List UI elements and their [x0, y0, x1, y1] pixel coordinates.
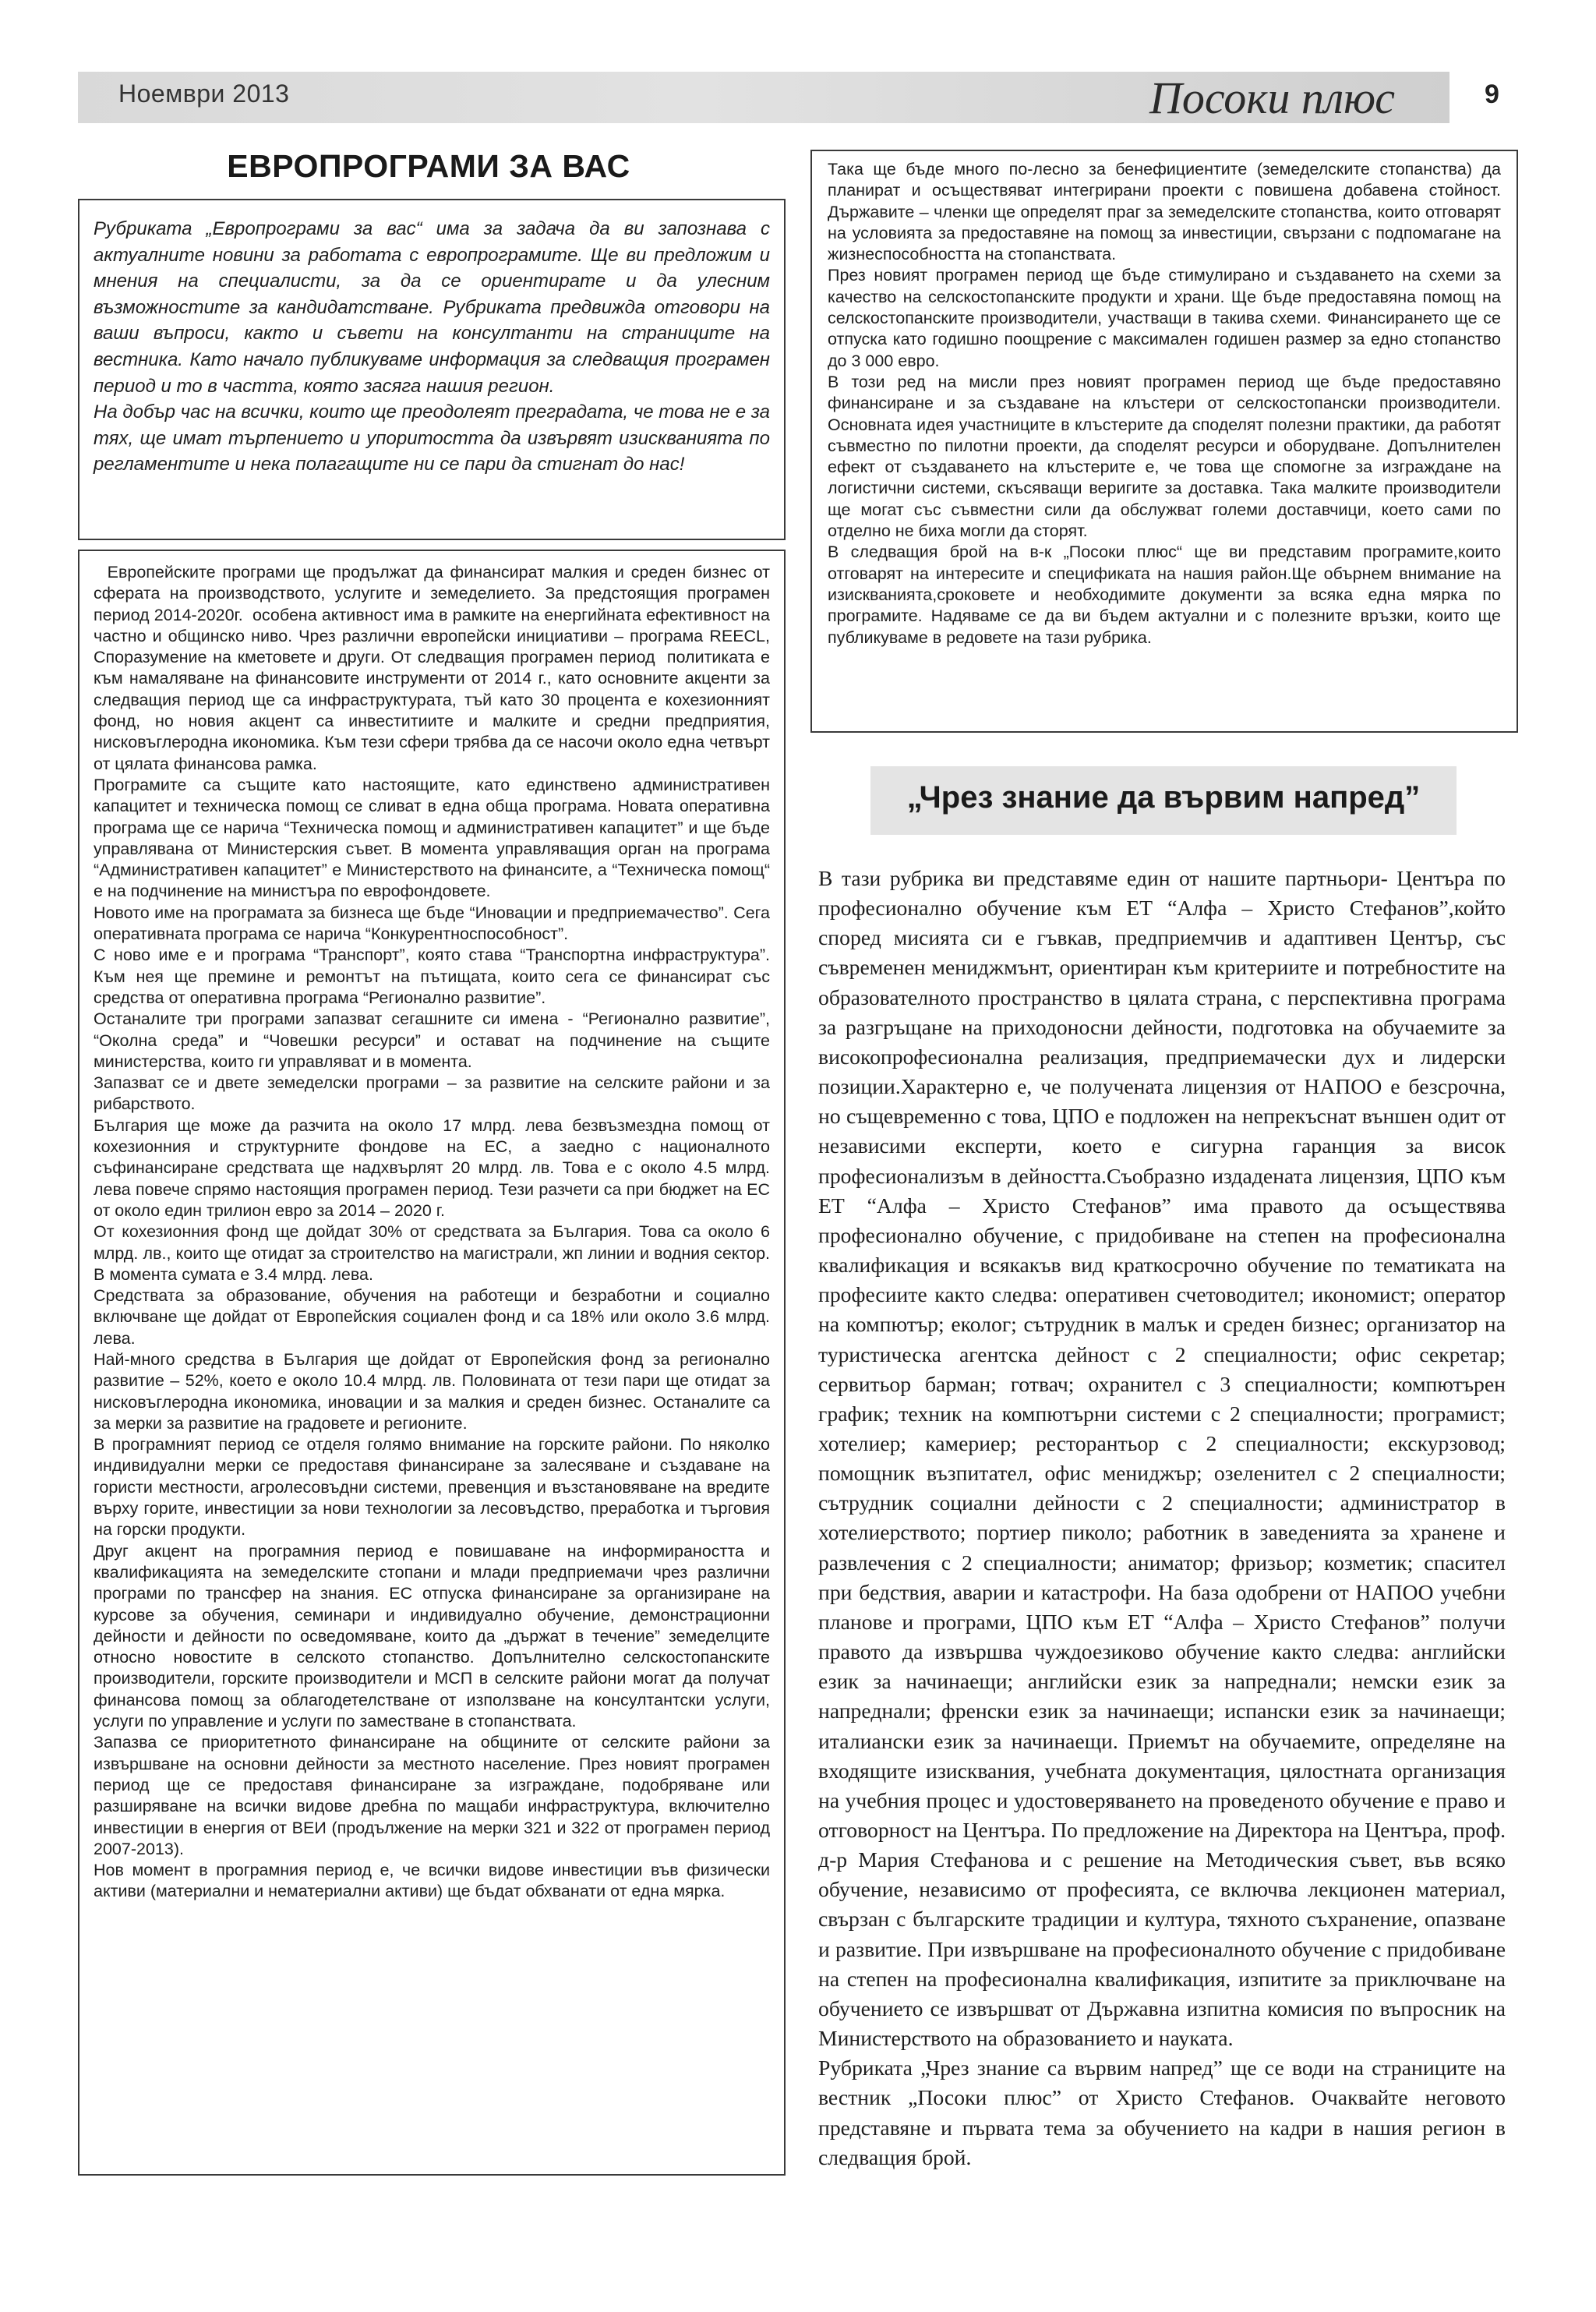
- article-paragraph: Средствата за образование, обучения на работещи и безработни и социално включване ще дойдат от Европейския социален фонд и са 18% или около 3.6 млрд. лева.: [94, 1286, 770, 1348]
- article-paragraph: Европейските програми ще продължат да финансират малкия и среден бизнес от сферата на производството, услугите и земеделието. За предстоящия програмен период 2014-2020г. особена активност има в рамките на енергийната ефективност на частно и общинско ниво. Чрез различни европейски инициативи – програма REECL, Споразумение на кметовете и други. От следващия програмен период политиката е към намаляване на финансовите инструменти от 2014 г., като основните акценти за следващия период ще са инфраструктурата, тъй като 30 процента е кохезионният фонд, но новия акцент са инвеститиите и малките и средни предприятия, нисковъглеродна икономика. Към тези сфери трябва да се насочи около една четвърт от цялата финансова рамка.: [94, 563, 775, 773]
- intro-box: [78, 199, 786, 540]
- article-paragraph: С ново име е и програма “Транспорт”, която става “Транспортна инфраструктура”. Към нея ще премине и ремонтът на пътищата, които сега се финансират със средства от оперативна програма “Регионално развитие”.: [94, 946, 770, 1007]
- feature-article: [818, 864, 1506, 2172]
- article-paragraph: В този ред на мисли през новият програмен период ще бъде предоставяно финансиране и за създаване на клъстери от селскостопански производители. Основната идея участниците в клъстерите да споделят полезни практики, да работят съвместно по пилотни проекти, да споделят ресурси и оборудване. Допълнителен ефект от създаването на клъстерите е, че това ще спомогне за изграждане на логистични системи, скъсяващи веригите за доставка. Така малките производители ще могат със съвместни сили да обслужват големи доставчици, което сами по отделно не биха могли да сторят.: [828, 372, 1501, 541]
- feature-title: „Чрез знание да вървим напред”: [906, 780, 1421, 815]
- article-paragraph: Нов момент в програмния период е, че всички видове инвестиции във физически активи (материални и нематериални активи) ще бъдат обхванати от една мярка.: [94, 1861, 770, 1901]
- article-paragraph: В програмният период се отделя голямо внимание на горските райони. По няколко индивидуални мерки се предоставя финансиране за залесяване и създаване на гористи местности, агролесовъдни системи, превенция и възстановяване на вредите върху горите, инвестиции за нови технологии за лесовъдство, преработка и търговия на горски продукти.: [94, 1435, 770, 1540]
- europrograms-article: [78, 550, 786, 2176]
- article-paragraph: От кохезионния фонд ще дойдат 30% от средствата за България. Това са около 6 млрд. лв., които ще отидат за строителство на магистрали, жп линии и водния сектор. В момента сумата е 3.4 млрд. лева.: [94, 1222, 770, 1284]
- intro-paragraph: На добър час на всички, които ще преодолеят преградата, че това не е за тях, ще имат търпението и упоритостта да извървят изискванията по регламентите и нека полагащите ни се пари да стигнат до нас!: [94, 401, 770, 475]
- europrograms-article-continued: [810, 150, 1518, 733]
- article-paragraph: През новият програмен период ще бъде стимулирано и създаването на схеми за качество на селскостопанските продукти и храни. Ще бъде предоставяна помощ на селскостопанските производители, участващи в такива схеми. Финансирането ще се отпуска като годишно поощрение с максимален годишен размер за едно стопанство до 3 000 евро.: [828, 266, 1501, 370]
- article-paragraph: Запазват се и двете земеделски програми – за развитие на селските райони и за рибарството.: [94, 1073, 770, 1114]
- article-paragraph: Друг акцент на програмния период е повишаване на информираността и квалификацията на земеделските стопани и млади предприемачи чрез различни програми по трансфер на знания. ЕС отпуска финансиране за организиране на курсове за обучения, семинари и индивидуално обучение, демонстрационни дейности и дейности по осведомяване, които да „държат в течение” земеделците относно новостите в селското стопанство. Допълнително селскостопанските производители, горските производители и МСП в селските райони могат да получат финансова помощ за облагодетелстване от използване на консултантски услуги, услуги по управление и услуги по заместване в стопанствата.: [94, 1541, 770, 1731]
- article-paragraph: Останалите три програми запазват сегашните си имена - “Регионално развитие”, “Околна среда” и “Човешки ресурси” и остават на подчинение на същите министерства, които ги управляват и в момента.: [94, 1009, 770, 1071]
- section-title: ЕВРОПРОГРАМИ ЗА ВАС: [227, 148, 630, 184]
- article-paragraph: Най-много средства в България ще дойдат от Европейския фонд за регионално развитие – 52%, което е около 10.4 млрд. лв. Половината от тези пари ще отидат за нисковъглеродна икономика, иновации и за малкия и среден бизнес. Останалите са за мерки за развитие на градовете и регионите.: [94, 1349, 770, 1433]
- feature-paragraph: В тази рубрика ви представяме един от нашите партньори- Центъра по професионално обучение към ЕТ “Алфа – Христо Стефанов”,който според мисията си е гъвкав, предприемчив и адаптивен Център, със съвременен мениджмънт, ориентиран към критериите и потребностите на образователното пространство в цялата страна, с перспективна програма за разгръщане на приходоносни дейности, подготовка на обучаемите за високопрофесионална реализация, предприемачески дух и лидерски позиции.Характерно е, че получената лицензия от НАПОО е безсрочна, но същевременно с това, ЦПО е подложен на непрекъснат външен одит от независими експерти, което е сигурна гаранция за висок професионализъм в дейността.Съобразно издадената лицензия, ЦПО към ЕТ “Алфа – Христо Стефанов” има правото да осъществява професионално обучение, с придобиване на степен на професионална квалификация и всякакъв вид краткосрочно обучение по тематиката на професиите както следва: оперативен счетоводител; икономист; оператор на компютър; еколог; сътрудник в малък и среден бизнес; организатор на туристическа агентска дейност с 2 специалности; офис секретар; сервитьор барман; готвач; охранител с 3 специалности; компютърен график; техник на компютърни системи с 2 специалности; програмист; хотелиер; камериер; ресторантьор с 2 специалности; екскурзовод; помощник възпитател, офис мениджър; озеленител с 2 специалности; сътрудник социални дейности с 2 специалности; администратор в хотелиерството; портиер пиколо; работник в заведенията за хранене и развлечения с 2 специалности; аниматор; фризьор; козметик; спасител при бедствия, аварии и катастрофи. На база одобрени от НАПОО учебни планове и програми, ЦПО към ЕТ “Алфа – Христо Стефанов” получи правото да извършва чуждоезиково обучение както следва: английски език за начинаещи; английски език за напреднали; немски език за напреднали; френски език за начинаещи; испански език за начинаещи; италиански език за начинаещи. Приемът на обучаемите, определяне на входящите изисквания, учебната документация, цялостната организация на учебния процес и удостоверяването на проведеното обучение е право и отговорност на Центъра. По предложение на Директора на Центъра, проф. д-р Мария Стефанова и с решение на Методическия съвет, във всяко обучение, независимо от професията, се включва лекционен материал, свързан с българските традиции и култура, тяхното съхранение, опазване и развитие. При извършване на професионалното обучение с придобиване на степен на професионална квалификация, изпитите за приключване на обучението се извършват от Държавна изпитна комисия по въпросник на Министерството на образованието и науката.: [818, 866, 1506, 2051]
- newspaper-name: Посоки плюс: [1149, 72, 1395, 123]
- page-number: 9: [1485, 80, 1499, 109]
- article-paragraph: В следващия брой на в-к „Посоки плюс“ ще ви представим програмите,които отговарят на интересите и спецификата на нашия район.Ще обърнем внимание на изискванията,сроковете и необходимите документи за всяка една мярка по програмите. Надяваме се да ви бъдем актуални и с полезните връзки, които ще публикуваме в редовете на тази рубрика.: [828, 543, 1501, 647]
- feature-paragraph: Рубриката „Чрез знание са вървим напред” ще се води на страниците на вестник „Посоки плюс” от Христо Стефанов. Очаквайте неговото представяне и първата тема за обучението на кадри в нашия регион в следващия брой.: [818, 2056, 1506, 2169]
- article-paragraph: България ще може да разчита на около 17 млрд. лева безвъзмездна помощ от кохезионния и структурните фондове на ЕС, а заедно с националното съфинансиране средствата ще надхвърлят 20 млрд. лв. Това е с около 4.5 млрд. лева повече спрямо настоящия програмен период. Тези разчети са при бюджет на ЕС от около един трилион евро за 2014 – 2020 г.: [94, 1115, 770, 1220]
- article-paragraph: Програмите са същите като настоящите, като единствено административен капацитет и техническа помощ се сливат в една обща програма. Новата оперативна програма ще се нарича “Техническа помощ и административен капацитет” и ще бъде управлявана от Министерския съвет. В момента управляващия орган на програма “Административен капацитет” е Министерството на финансите, а “Техническа помощ“ е на подчинение на министъра по еврофондовете.: [94, 775, 770, 901]
- page-header: [78, 72, 1499, 123]
- article-paragraph: Запазва се приоритетното финансиране на общините от селските райони за извършване на основни дейности за местното население. През новият програмен период ще се предоставя финансиране за изграждане, подобряване или разширяване на всички видове дребна по мащаби инфраструктура, включително инвестиции в енергия от ВЕИ (продължение на мерки 321 и 322 от програмен период 2007-2013).: [94, 1733, 770, 1858]
- feature-title-banner: [870, 766, 1457, 835]
- article-paragraph: Новото име на програмата за бизнеса ще бъде “Иновации и предприемачество”. Сега оперативната програма се нарича “Конкурентноспособност”.: [94, 903, 770, 944]
- article-paragraph: Така ще бъде много по-лесно за бенефициентите (земеделските стопанства) да планират и осъществяват интегрирани проекти с повишена добавена стойност. Държавите – членки ще определят праг за земеделските стопанства, които отговарят на условията за предоставяне на помощ за инвестиции, свързани с подпомагане на жизнеспособността на стопанствата.: [828, 160, 1501, 264]
- intro-paragraph: Рубриката „Европрограми за вас“ има за задача да ви запознава с актуалните новини за работата с европрограмите. Ще ви предложим и мнения на специалисти, за да се ориентирате и да улесним възможностите за кандидатстване. Рубриката предвижда отговори на ваши въпроси, както и съвети на консултанти на страниците на вестника. Като начало публикуваме информация за следващия програмен период и то в частта, която засяга нашия регион.: [94, 218, 770, 397]
- issue-date: Ноември 2013: [118, 80, 290, 108]
